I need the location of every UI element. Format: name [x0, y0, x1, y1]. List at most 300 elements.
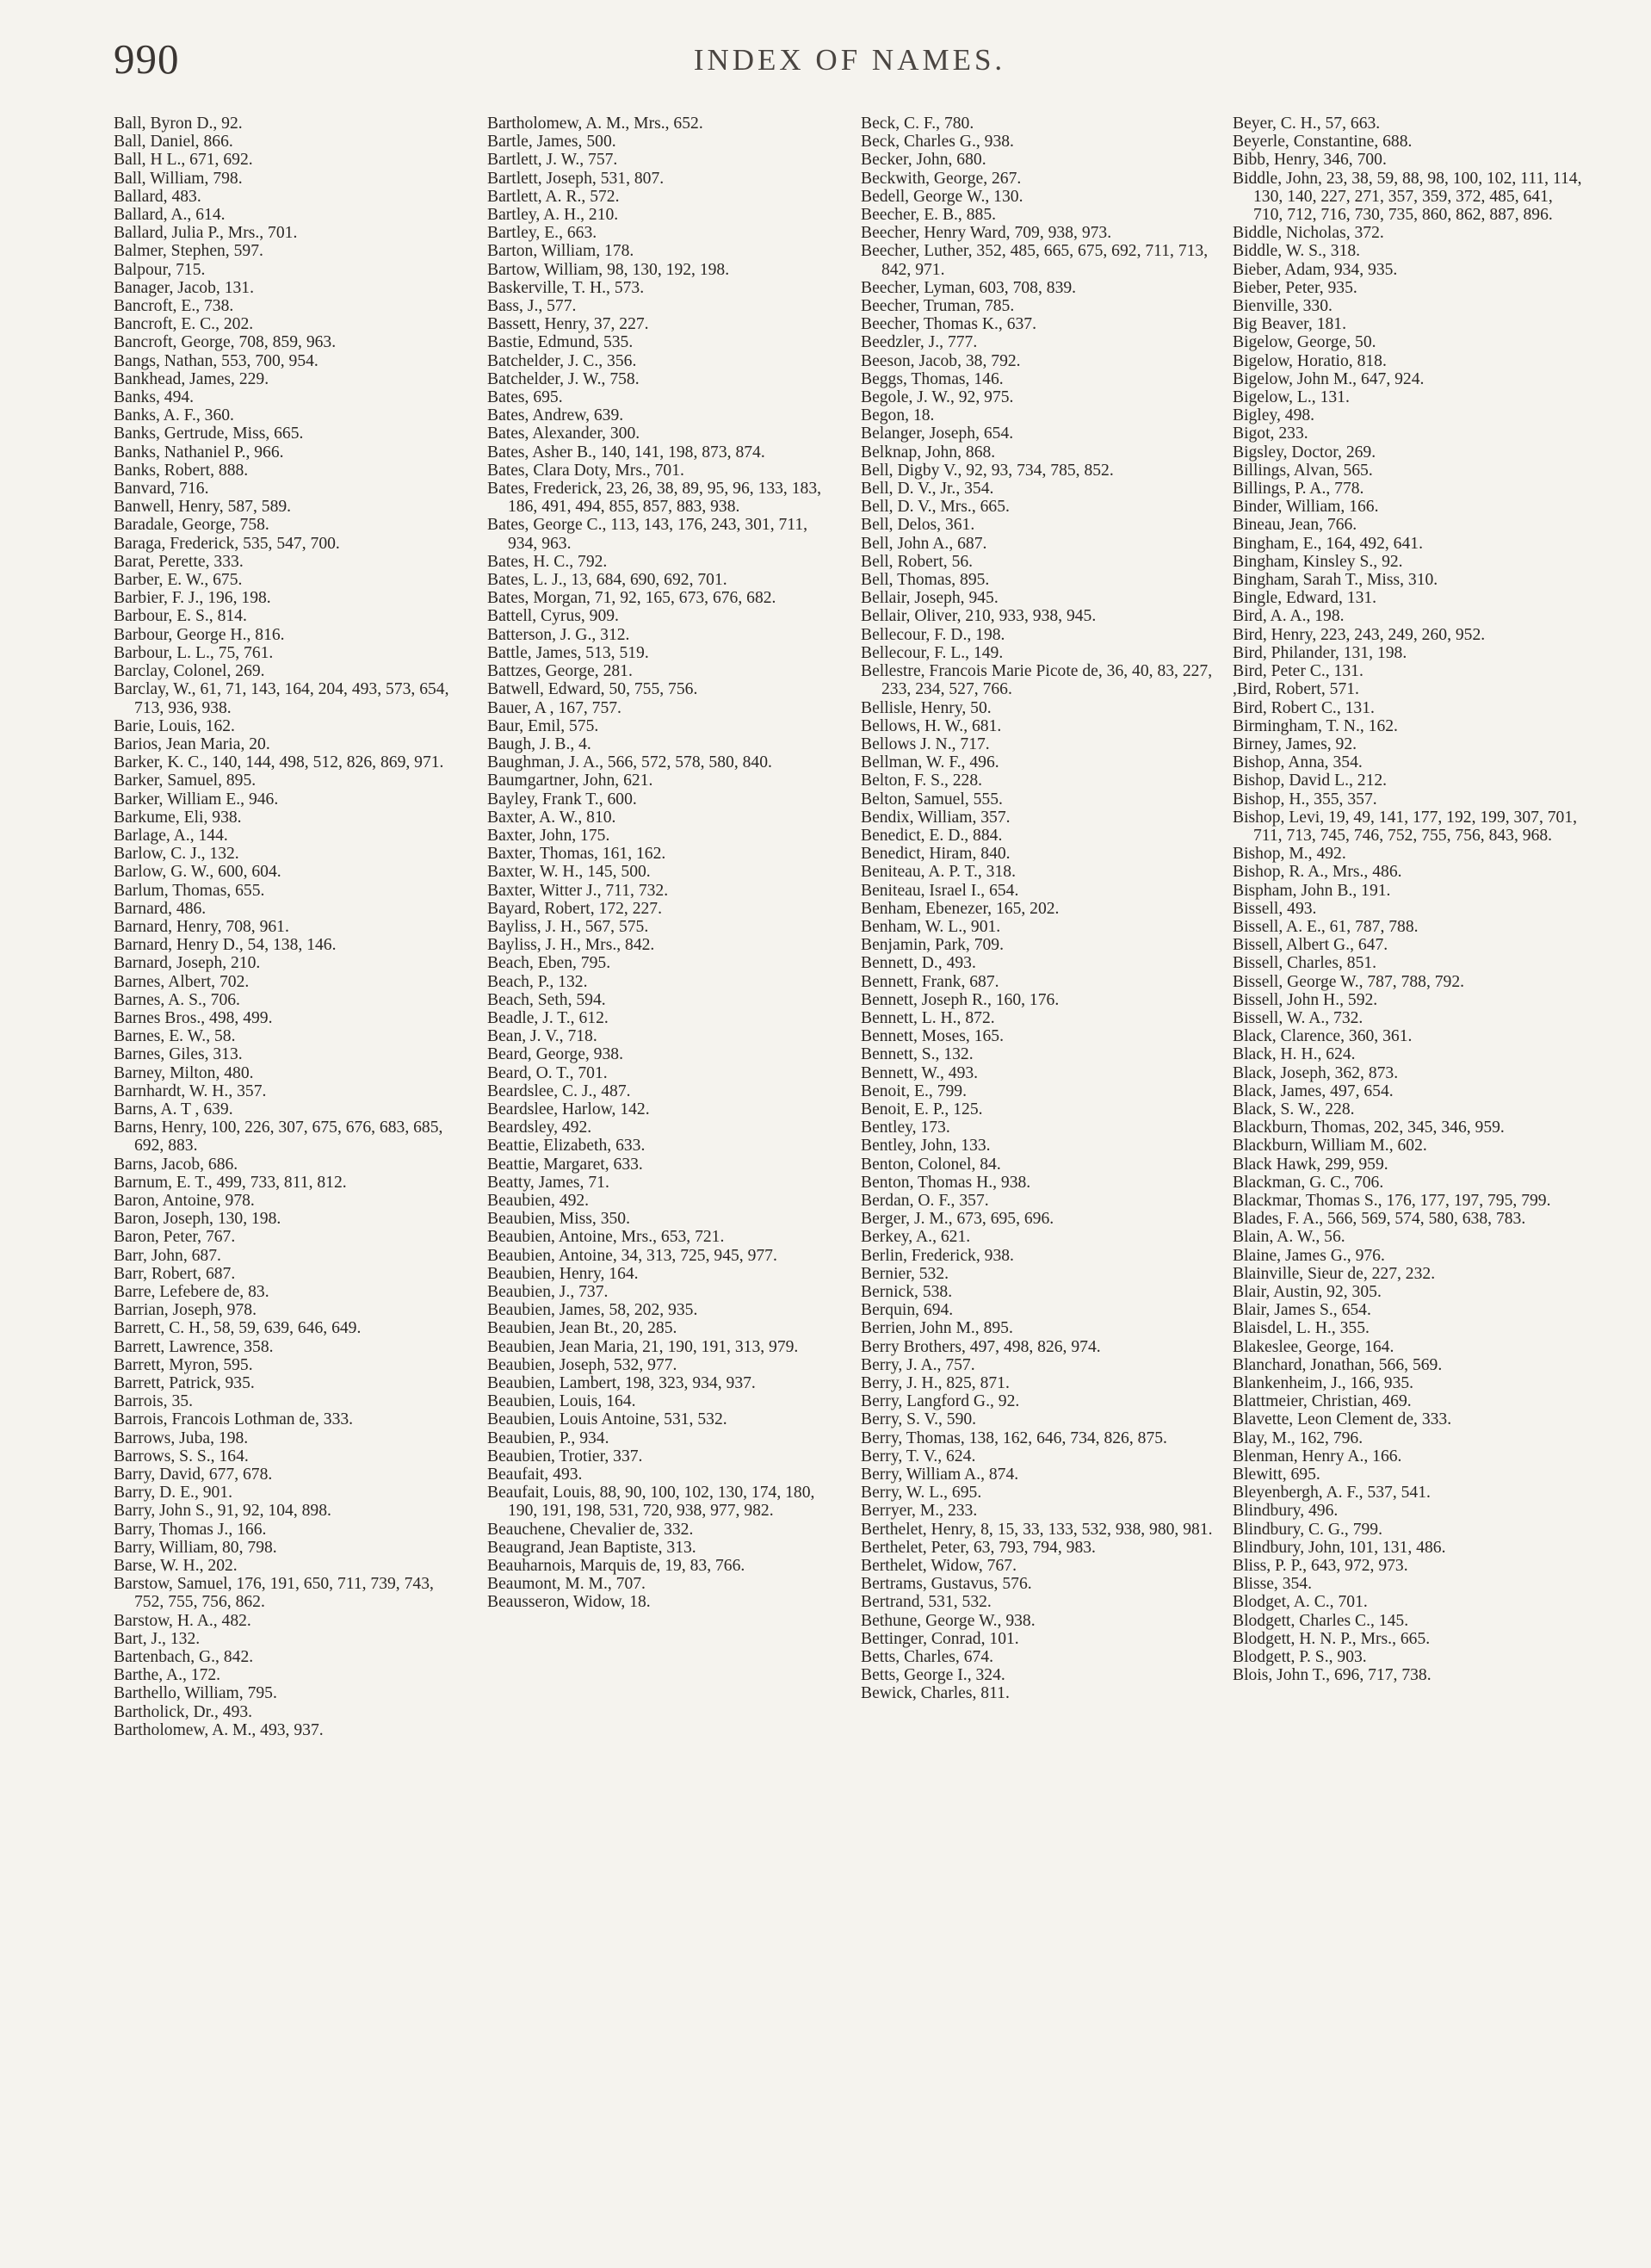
index-entry: Barbour, E. S., 814.	[114, 607, 247, 626]
index-entry: Bissell, Charles, 851.	[1233, 954, 1377, 973]
index-entry: Ball, William, 798.	[114, 169, 243, 188]
index-entry: Bissell, A. E., 61, 787, 788.	[1233, 917, 1419, 936]
index-entry: Barnes, Giles, 313.	[114, 1045, 243, 1064]
index-entry: Bliss, P. P., 643, 972, 973.	[1233, 1557, 1408, 1576]
page-number: 990	[114, 35, 180, 83]
index-entry: Beausseron, Widow, 18.	[487, 1593, 651, 1612]
index-entry: Berthelet, Peter, 63, 793, 794, 983.	[861, 1538, 1096, 1557]
index-entry: Barker, Samuel, 895.	[114, 771, 257, 790]
index-entry: Beckwith, George, 267.	[861, 169, 1022, 188]
index-entry: Blois, John T., 696, 717, 738.	[1233, 1666, 1431, 1685]
index-entry: Bayliss, J. H., 567, 575.	[487, 917, 649, 936]
index-entry: Beedzler, J., 777.	[861, 333, 978, 352]
index-entry: Barry, Thomas J., 166.	[114, 1520, 267, 1539]
index-entry: Bertrand, 531, 532.	[861, 1593, 992, 1612]
index-entry: Benham, Ebenezer, 165, 202.	[861, 899, 1060, 918]
index-entry: Blodgett, P. S., 903.	[1233, 1648, 1367, 1667]
index-entry: Bartholomew, A. M., 493, 937.	[114, 1720, 324, 1739]
index-entry: Beaufait, Louis, 88, 90, 100, 102, 130, 174, 180, 190, 191, 198, 531, 720, 938, 977, 982.	[487, 1484, 815, 1521]
index-entry: Blackmar, Thomas S., 176, 177, 197, 795, 799.	[1233, 1191, 1551, 1210]
index-entry: Betts, George I., 324.	[861, 1666, 1005, 1685]
index-entry: Bennett, Frank, 687.	[861, 972, 999, 991]
index-entry: Batterson, J. G., 312.	[487, 625, 630, 644]
index-entry: Barbour, George H., 816.	[114, 625, 285, 644]
index-entry: Battzes, George, 281.	[487, 662, 633, 681]
index-entry: Bettinger, Conrad, 101.	[861, 1629, 1019, 1648]
index-entry: Berdan, O. F., 357.	[861, 1191, 989, 1210]
index-entry: Bellows J. N., 717.	[861, 734, 990, 753]
index-entry: Baur, Emil, 575.	[487, 716, 599, 735]
index-entry: Beggs, Thomas, 146.	[861, 369, 1004, 388]
index-entry: Blisse, 354.	[1233, 1575, 1312, 1594]
index-entry: Barns, A. T , 639.	[114, 1100, 233, 1119]
index-entry: Beach, P., 132.	[487, 972, 588, 991]
index-entry: Bates, Morgan, 71, 92, 165, 673, 676, 682.	[487, 589, 776, 608]
index-entry: Benedict, Hiram, 840.	[861, 845, 1011, 864]
index-column-3	[861, 115, 1214, 1703]
index-entry: Benoit, E. P., 125.	[861, 1100, 983, 1119]
index-entry: Billings, P. A., 778.	[1233, 480, 1364, 499]
index-entry: Baxter, Witter J., 711, 732.	[487, 881, 669, 900]
index-entry: Belanger, Joseph, 654.	[861, 424, 1014, 443]
index-entry: Beaubien, James, 58, 202, 935.	[487, 1301, 698, 1320]
index-entry: Baughman, J. A., 566, 572, 578, 580, 840.	[487, 753, 772, 772]
index-entry: Berry, Langford G., 92.	[861, 1392, 1020, 1411]
index-entry: Bellecour, F. L., 149.	[861, 643, 1004, 662]
index-entry: Betts, Charles, 674.	[861, 1648, 994, 1667]
index-entry: Barrows, Juba, 198.	[114, 1428, 249, 1447]
index-entry: Barnard, Joseph, 210.	[114, 954, 261, 973]
index-entry: Beardsley, 492.	[487, 1119, 592, 1137]
index-entry: Blakeslee, George, 164.	[1233, 1337, 1394, 1356]
index-entry: Barry, David, 677, 678.	[114, 1466, 273, 1484]
index-entry: Batwell, Edward, 50, 755, 756.	[487, 680, 698, 699]
index-entry: Bates, George C., 113, 143, 176, 243, 301, 711, 934, 963.	[487, 516, 808, 553]
index-entry: Banager, Jacob, 131.	[114, 278, 254, 297]
index-entry: Bendix, William, 357.	[861, 808, 1011, 827]
index-entry: Bellestre, Francois Marie Picote de, 36, 40, 83, 227, 233, 234, 527, 766.	[861, 662, 1213, 699]
index-entry: Barney, Milton, 480.	[114, 1063, 254, 1082]
index-entry: Bellecour, F. D., 198.	[861, 625, 1005, 644]
index-entry: Bird, Peter C., 131.	[1233, 662, 1363, 681]
index-entry: Bates, Clara Doty, Mrs., 701.	[487, 461, 684, 480]
index-entry: Barclay, Colonel, 269.	[114, 662, 265, 681]
index-entry: Barnard, 486.	[114, 899, 207, 918]
index-entry: Barat, Perette, 333.	[114, 552, 244, 571]
index-entry: Bethune, George W., 938.	[861, 1611, 1036, 1630]
index-entry: Beaubien, Miss, 350.	[487, 1210, 630, 1229]
index-entry: Beck, C. F., 780.	[861, 115, 974, 133]
index-entry: Bangs, Nathan, 553, 700, 954.	[114, 351, 318, 370]
index-entry: Biddle, W. S., 318.	[1233, 242, 1361, 261]
index-entry: Black, S. W., 228.	[1233, 1100, 1355, 1119]
index-entry: Bell, D. V., Jr., 354.	[861, 480, 994, 499]
index-entry: Bieber, Peter, 935.	[1233, 278, 1357, 297]
index-entry: Baxter, A. W., 810.	[487, 808, 616, 827]
index-entry: Bankhead, James, 229.	[114, 369, 269, 388]
index-entry: Berry, William A., 874.	[861, 1466, 1019, 1484]
index-entry: Beaubien, Trotier, 337.	[487, 1447, 643, 1466]
index-entry: Blain, A. W., 56.	[1233, 1228, 1345, 1247]
index-entry: Beaubien, Lambert, 198, 323, 934, 937.	[487, 1374, 756, 1393]
index-entry: Blades, F. A., 566, 569, 574, 580, 638, 783.	[1233, 1210, 1526, 1229]
index-entry: Bineau, Jean, 766.	[1233, 516, 1357, 535]
index-entry: Banwell, Henry, 587, 589.	[114, 498, 292, 517]
index-entry: Bates, Andrew, 639.	[487, 406, 624, 425]
index-entry: Ballard, Julia P., Mrs., 701.	[114, 224, 298, 243]
index-entry: Beecher, Henry Ward, 709, 938, 973.	[861, 224, 1112, 243]
index-entry: Barclay, W., 61, 71, 143, 164, 204, 493, 573, 654, 713, 936, 938.	[114, 680, 449, 717]
index-entry: Banks, 494.	[114, 388, 195, 407]
index-entry: Beaugrand, Jean Baptiste, 313.	[487, 1538, 696, 1557]
index-entry: Bartenbach, G., 842.	[114, 1648, 254, 1667]
index-entry: Bellows, H. W., 681.	[861, 716, 1002, 735]
index-entry: Blavette, Leon Clement de, 333.	[1233, 1410, 1452, 1429]
index-entry: Ball, Byron D., 92.	[114, 115, 243, 133]
index-entry: Barr, John, 687.	[114, 1246, 221, 1265]
index-entry: Bennett, D., 493.	[861, 954, 976, 973]
index-entry: Bell, John A., 687.	[861, 534, 987, 553]
index-entry: Bigelow, John M., 647, 924.	[1233, 369, 1425, 388]
index-entry: Bennett, W., 493.	[861, 1063, 979, 1082]
index-entry: Beck, Charles G., 938.	[861, 133, 1014, 152]
index-entry: Bancroft, George, 708, 859, 963.	[114, 333, 337, 352]
index-entry: Beauchene, Chevalier de, 332.	[487, 1520, 694, 1539]
index-entry: Berquin, 694.	[861, 1301, 954, 1320]
index-entry: Bigsley, Doctor, 269.	[1233, 443, 1376, 462]
index-entry: Berry, J. H., 825, 871.	[861, 1374, 1010, 1393]
index-entry: Barlage, A., 144.	[114, 826, 228, 845]
index-entry: Bates, H. C., 792.	[487, 552, 608, 571]
index-entry: Bassett, Henry, 37, 227.	[487, 315, 649, 334]
index-entry: Bedell, George W., 130.	[861, 187, 1023, 206]
index-entry: Bell, D. V., Mrs., 665.	[861, 498, 1010, 517]
index-entry: Bird, Henry, 223, 243, 249, 260, 952.	[1233, 625, 1486, 644]
index-entry: Black Hawk, 299, 959.	[1233, 1155, 1388, 1174]
index-entry: Bigley, 498.	[1233, 406, 1315, 425]
index-entry: Barkume, Eli, 938.	[114, 808, 242, 827]
index-entry: Bartlett, J. W., 757.	[487, 151, 618, 170]
index-entry: Bastie, Edmund, 535.	[487, 333, 634, 352]
index-entry: Battell, Cyrus, 909.	[487, 607, 619, 626]
index-entry: Bispham, John B., 191.	[1233, 881, 1391, 900]
index-entry: Blackburn, William M., 602.	[1233, 1137, 1427, 1156]
index-entry: Baxter, W. H., 145, 500.	[487, 863, 651, 882]
index-entry: Blanchard, Jonathan, 566, 569.	[1233, 1355, 1443, 1374]
index-entry: Barker, William E., 946.	[114, 790, 279, 809]
index-entry: Bishop, H., 355, 357.	[1233, 790, 1377, 809]
index-entry: Beaumont, M. M., 707.	[487, 1575, 646, 1594]
index-entry: Blindbury, John, 101, 131, 486.	[1233, 1538, 1446, 1557]
index-entry: Bird, Robert C., 131.	[1233, 698, 1375, 717]
index-entry: Beecher, Lyman, 603, 708, 839.	[861, 278, 1077, 297]
index-entry: Blair, Austin, 92, 305.	[1233, 1283, 1382, 1301]
index-entry: Blodgett, H. N. P., Mrs., 665.	[1233, 1629, 1431, 1648]
index-entry: Barrows, S. S., 164.	[114, 1447, 249, 1466]
index-entry: Birney, James, 92.	[1233, 734, 1357, 753]
index-entry: Beattie, Margaret, 633.	[487, 1155, 643, 1174]
index-entry: Bissell, W. A., 732.	[1233, 1008, 1363, 1027]
index-entry: Baxter, John, 175.	[487, 826, 610, 845]
index-entry: Barrett, Lawrence, 358.	[114, 1337, 274, 1356]
index-entry: Barrett, Myron, 595.	[114, 1355, 253, 1374]
index-entry: Barnard, Henry, 708, 961.	[114, 917, 289, 936]
index-entry: Baxter, Thomas, 161, 162.	[487, 845, 666, 864]
index-entry: Ballard, A., 614.	[114, 206, 226, 225]
index-entry: Belton, F. S., 228.	[861, 771, 983, 790]
index-entry: Berthelet, Henry, 8, 15, 33, 133, 532, 938, 980, 981.	[861, 1520, 1213, 1539]
index-entry: Bates, L. J., 13, 684, 690, 692, 701.	[487, 571, 727, 590]
index-entry: Bennett, L. H., 872.	[861, 1008, 995, 1027]
index-entry: Benham, W. L., 901.	[861, 917, 1001, 936]
index-entry: Big Beaver, 181.	[1233, 315, 1346, 334]
index-entry: Blodgett, Charles C., 145.	[1233, 1611, 1409, 1630]
index-entry: Blackburn, Thomas, 202, 345, 346, 959.	[1233, 1119, 1505, 1137]
index-entry: Blaisdel, L. H., 355.	[1233, 1319, 1370, 1338]
index-entry: Benton, Colonel, 84.	[861, 1155, 1001, 1174]
index-entry: Bates, Asher B., 140, 141, 198, 873, 874.	[487, 443, 765, 462]
index-entry: Beaubien, Louis, 164.	[487, 1392, 636, 1411]
index-entry: Barlow, C. J., 132.	[114, 845, 239, 864]
index-entry: Bentley, John, 133.	[861, 1137, 991, 1156]
index-entry: Barbier, F. J., 196, 198.	[114, 589, 271, 608]
index-entry: Blackman, G. C., 706.	[1233, 1173, 1384, 1192]
index-entry: Bayard, Robert, 172, 227.	[487, 899, 662, 918]
index-entry: Bartley, E., 663.	[487, 224, 597, 243]
index-entry: Banks, Gertrude, Miss, 665.	[114, 424, 304, 443]
index-entry: Baron, Antoine, 978.	[114, 1191, 255, 1210]
index-entry: Bartlett, A. R., 572.	[487, 187, 620, 206]
index-entry: Bingham, Sarah T., Miss, 310.	[1233, 571, 1438, 590]
index-entry: Barry, John S., 91, 92, 104, 898.	[114, 1502, 331, 1521]
index-entry: Bieber, Adam, 934, 935.	[1233, 260, 1398, 279]
index-entry: Beaubien, Jean Bt., 20, 285.	[487, 1319, 677, 1338]
index-entry: Berry Brothers, 497, 498, 826, 974.	[861, 1337, 1101, 1356]
index-entry: Bingle, Edward, 131.	[1233, 589, 1377, 608]
index-entry: Beatty, James, 71.	[487, 1173, 609, 1192]
index-entry: Barre, Lefebere de, 83.	[114, 1283, 269, 1301]
index-entry: Battle, James, 513, 519.	[487, 643, 649, 662]
index-entry: Blenman, Henry A., 166.	[1233, 1447, 1402, 1466]
index-entry: Barios, Jean Maria, 20.	[114, 734, 270, 753]
index-entry: Bibb, Henry, 346, 700.	[1233, 151, 1387, 170]
index-entry: Beaubien, P., 934.	[487, 1428, 609, 1447]
index-entry: Barrett, C. H., 58, 59, 639, 646, 649.	[114, 1319, 362, 1338]
index-entry: Beattie, Elizabeth, 633.	[487, 1137, 646, 1156]
index-entry: Berkey, A., 621.	[861, 1228, 971, 1247]
index-entry: Barbour, L. L., 75, 761.	[114, 643, 274, 662]
index-entry: Bissell, 493.	[1233, 899, 1317, 918]
index-entry: Bancroft, E. C., 202.	[114, 315, 254, 334]
index-entry: Bellair, Oliver, 210, 933, 938, 945.	[861, 607, 1097, 626]
index-entry: Barnhardt, W. H., 357.	[114, 1081, 267, 1100]
index-entry: Bigelow, L., 131.	[1233, 388, 1350, 407]
index-entry: Bird, A. A., 198.	[1233, 607, 1345, 626]
index-entry: Benjamin, Park, 709.	[861, 936, 1004, 955]
index-entry: Beecher, Luther, 352, 485, 665, 675, 692, 711, 713, 842, 971.	[861, 242, 1209, 279]
index-entry: Barlow, G. W., 600, 604.	[114, 863, 281, 882]
index-entry: Beaubien, Jean Maria, 21, 190, 191, 313, 979.	[487, 1337, 799, 1356]
index-entry: Blattmeier, Christian, 469.	[1233, 1392, 1412, 1411]
index-entry: Benton, Thomas H., 938.	[861, 1173, 1031, 1192]
index-entry: Bissell, George W., 787, 788, 792.	[1233, 972, 1465, 991]
index-entry: Beardslee, Harlow, 142.	[487, 1100, 650, 1119]
index-entry: Barthello, William, 795.	[114, 1684, 277, 1703]
index-entry: Blewitt, 695.	[1233, 1466, 1320, 1484]
index-entry: Biddle, John, 23, 38, 59, 88, 98, 100, 102, 111, 114, 130, 140, 227, 271, 357, 359, 372, 485, 641, 710, 712, 716, 730, 735, 860, 862, 887, 896.	[1233, 169, 1582, 225]
index-entry: Blay, M., 162, 796.	[1233, 1428, 1363, 1447]
index-entry: Beaubien, J., 737.	[487, 1283, 609, 1301]
index-entry: Bishop, Anna, 354.	[1233, 753, 1363, 772]
index-entry: Black, Joseph, 362, 873.	[1233, 1063, 1399, 1082]
index-entry: Baskerville, T. H., 573.	[487, 278, 645, 297]
index-entry: Blankenheim, J., 166, 935.	[1233, 1374, 1414, 1393]
index-entry: Berry, T. V., 624.	[861, 1447, 976, 1466]
index-entry: Barstow, Samuel, 176, 191, 650, 711, 739, 743, 752, 755, 756, 862.	[114, 1575, 434, 1612]
index-entry: Berry, Thomas, 138, 162, 646, 734, 826, 875.	[861, 1428, 1167, 1447]
index-entry: Bean, J. V., 718.	[487, 1027, 597, 1046]
index-entry: Bleyenbergh, A. F., 537, 541.	[1233, 1484, 1431, 1503]
index-entry: Bartholomew, A. M., Mrs., 652.	[487, 115, 703, 133]
index-entry: Beaubien, Antoine, Mrs., 653, 721.	[487, 1228, 725, 1247]
index-entry: Baraga, Frederick, 535, 547, 700.	[114, 534, 340, 553]
index-entry: Bennett, S., 132.	[861, 1045, 974, 1064]
index-entry: Bell, Delos, 361.	[861, 516, 975, 535]
index-entry: Bates, 695.	[487, 388, 563, 407]
index-entry: Bartle, James, 500.	[487, 133, 616, 152]
index-entry: Birmingham, T. N., 162.	[1233, 716, 1398, 735]
index-entry: Beaubien, Henry, 164.	[487, 1264, 639, 1283]
index-entry: Bernick, 538.	[861, 1283, 953, 1301]
index-entry: Barns, Jacob, 686.	[114, 1155, 238, 1174]
index-entry: Berger, J. M., 673, 695, 696.	[861, 1210, 1054, 1229]
index-entry: Barnum, E. T., 499, 733, 811, 812.	[114, 1173, 347, 1192]
index-entry: Baumgartner, John, 621.	[487, 771, 653, 790]
index-entry: Barber, E. W., 675.	[114, 571, 243, 590]
index-entry: Beadle, J. T., 612.	[487, 1008, 609, 1027]
index-entry: Berlin, Frederick, 938.	[861, 1246, 1014, 1265]
index-entry: Bewick, Charles, 811.	[861, 1684, 1010, 1703]
index-entry: Batchelder, J. C., 356.	[487, 351, 637, 370]
index-entry: Bissell, Albert G., 647.	[1233, 936, 1388, 955]
index-entry: Beaubien, Antoine, 34, 313, 725, 945, 977.	[487, 1246, 777, 1265]
index-entry: Bates, Frederick, 23, 26, 38, 89, 95, 96, 133, 183, 186, 491, 494, 855, 857, 883, 938.	[487, 480, 822, 517]
index-columns	[114, 115, 1586, 2241]
index-entry: Bird, Philander, 131, 198.	[1233, 643, 1407, 662]
index-entry: Bellman, W. F., 496.	[861, 753, 999, 772]
index-entry: Bartow, William, 98, 130, 192, 198.	[487, 260, 730, 279]
index-entry: Balmer, Stephen, 597.	[114, 242, 263, 261]
index-entry: Banks, Nathaniel P., 966.	[114, 443, 284, 462]
index-entry: Bennett, Joseph R., 160, 176.	[861, 990, 1060, 1009]
index-entry: Beaufait, 493.	[487, 1466, 583, 1484]
index-entry: Bass, J., 577.	[487, 297, 577, 316]
index-entry: Barrois, 35.	[114, 1392, 193, 1411]
index-entry: Barie, Louis, 162.	[114, 716, 235, 735]
index-entry: Bauer, A , 167, 757.	[487, 698, 621, 717]
index-entry: Bartley, A. H., 210.	[487, 206, 619, 225]
index-entry: Bishop, R. A., Mrs., 486.	[1233, 863, 1402, 882]
index-entry: Ball, H L., 671, 692.	[114, 151, 253, 170]
index-entry: Becker, John, 680.	[861, 151, 986, 170]
index-entry: Barnes Bros., 498, 499.	[114, 1008, 273, 1027]
index-entry: Bellisle, Henry, 50.	[861, 698, 992, 717]
index-entry: Bingham, E., 164, 492, 641.	[1233, 534, 1423, 553]
page-header	[114, 34, 1586, 103]
index-entry: Black, James, 497, 654.	[1233, 1081, 1394, 1100]
index-entry: Bartlett, Joseph, 531, 807.	[487, 169, 665, 188]
index-entry: Ball, Daniel, 866.	[114, 133, 233, 152]
index-entry: Baugh, J. B., 4.	[487, 734, 591, 753]
index-entry: Bigelow, George, 50.	[1233, 333, 1376, 352]
index-entry: Baradale, George, 758.	[114, 516, 269, 535]
index-entry: Belton, Samuel, 555.	[861, 790, 1003, 809]
index-entry: Bayley, Frank T., 600.	[487, 790, 637, 809]
index-entry: Beach, Seth, 594.	[487, 990, 606, 1009]
index-entry: Barlum, Thomas, 655.	[114, 881, 265, 900]
index-entry: Beecher, E. B., 885.	[861, 206, 997, 225]
index-entry: Barry, William, 80, 798.	[114, 1538, 277, 1557]
page-title: INDEX OF NAMES.	[693, 43, 1006, 77]
index-entry: Barnes, E. W., 58.	[114, 1027, 236, 1046]
index-entry: Beardslee, C. J., 487.	[487, 1081, 631, 1100]
index-entry: Bellair, Joseph, 945.	[861, 589, 999, 608]
index-entry: Barrois, Francois Lothman de, 333.	[114, 1410, 354, 1429]
index-entry: Barns, Henry, 100, 226, 307, 675, 676, 683, 685, 692, 883.	[114, 1119, 443, 1156]
index-entry: Beaubien, 492.	[487, 1191, 590, 1210]
index-entry: Black, H. H., 624.	[1233, 1045, 1356, 1064]
index-entry: Barry, D. E., 901.	[114, 1484, 233, 1503]
index-entry: Berthelet, Widow, 767.	[861, 1557, 1017, 1576]
index-entry: Banks, A. F., 360.	[114, 406, 234, 425]
index-entry: Begon, 18.	[861, 406, 935, 425]
index-entry: Barnard, Henry D., 54, 138, 146.	[114, 936, 337, 955]
index-entry: Baron, Joseph, 130, 198.	[114, 1210, 281, 1229]
index-entry: Beecher, Truman, 785.	[861, 297, 1015, 316]
index-column-4	[1233, 115, 1586, 1684]
index-entry: Beard, O. T., 701.	[487, 1063, 608, 1082]
index-entry: Bayliss, J. H., Mrs., 842.	[487, 936, 655, 955]
index-entry: Beaubien, Joseph, 532, 977.	[487, 1355, 677, 1374]
index-entry: Barker, K. C., 140, 144, 498, 512, 826, 869, 971.	[114, 753, 444, 772]
index-entry: Bell, Robert, 56.	[861, 552, 974, 571]
index-column-1	[114, 115, 467, 1739]
index-entry: Barnes, A. S., 706.	[114, 990, 240, 1009]
index-entry: Bernier, 532.	[861, 1264, 949, 1283]
index-entry: Barrian, Joseph, 978.	[114, 1301, 257, 1320]
index-entry: Bishop, David L., 212.	[1233, 771, 1388, 790]
index-entry: Barrett, Patrick, 935.	[114, 1374, 255, 1393]
index-entry: Begole, J. W., 92, 975.	[861, 388, 1014, 407]
index-entry: Banvard, 716.	[114, 480, 209, 499]
index-entry: Blainville, Sieur de, 227, 232.	[1233, 1264, 1436, 1283]
index-entry: Bishop, M., 492.	[1233, 845, 1346, 864]
index-entry: Berry, W. L., 695.	[861, 1484, 982, 1503]
index-entry: Barton, William, 178.	[487, 242, 634, 261]
index-column-2	[487, 115, 840, 1612]
index-entry: Barstow, H. A., 482.	[114, 1611, 251, 1630]
index-entry: Bart, J., 132.	[114, 1629, 201, 1648]
index-entry: Berryer, M., 233.	[861, 1502, 978, 1521]
index-entry: Bigot, 233.	[1233, 424, 1308, 443]
index-entry: ,Bird, Robert, 571.	[1233, 680, 1359, 699]
index-entry: Beniteau, A. P. T., 318.	[861, 863, 1016, 882]
index-entry: Bissell, John H., 592.	[1233, 990, 1378, 1009]
index-entry: Bigelow, Horatio, 818.	[1233, 351, 1387, 370]
index-entry: Blodget, A. C., 701.	[1233, 1593, 1368, 1612]
index-entry: Beyer, C. H., 57, 663.	[1233, 115, 1381, 133]
index-entry: Beaubien, Louis Antoine, 531, 532.	[487, 1410, 727, 1429]
